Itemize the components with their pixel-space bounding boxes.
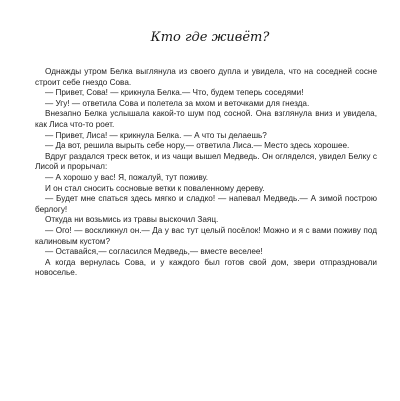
- paragraph: А когда вернулась Сова, и у каждого был готов свой дом, звери отпраздновали новоселье.: [35, 257, 377, 278]
- paragraph: И он стал сносить сосновые ветки к поваленному дереву.: [45, 183, 265, 193]
- paragraph: — Да вот, решила вырыть себе нору,— ответила Лиса.— Место здесь хорошее.: [45, 141, 350, 151]
- paragraph: — Угу! — ответила Сова и полетела за мхом и веточками для гнезда.: [45, 98, 310, 108]
- paragraph: — Ого! — воскликнул он.— Да у вас тут целый посёлок! Можно и я с вами поживу под калиновым кустом?: [35, 225, 377, 246]
- paragraph: — А хорошо у вас! Я, пожалуй, тут поживу.: [45, 172, 209, 182]
- paragraph: — Будет мне спаться здесь мягко и сладко! — напевал Медведь.— А зимой построю берлогу!: [35, 194, 377, 214]
- paragraph: Внезапно Белка услышала какой-то шум под сосной. Она взглянула вниз и увидела, как Лиса что-то роет.: [35, 109, 377, 129]
- paragraph: Однажды утром Белка выглянула из своего дупла и увидела, что на соседней сосне строит себе гнездо Сова.: [35, 67, 377, 87]
- paragraph: — Привет, Сова! — крикнула Белка.— Что, будем теперь соседями!: [45, 88, 304, 98]
- paragraph: — Привет, Лиса! — крикнула Белка. — А что ты делаешь?: [45, 130, 267, 140]
- story-title: Кто где живёт?: [150, 30, 270, 45]
- paragraph: Вдруг раздался треск веток, и из чащи вышел Медведь. Он огляделся, увидел Белку с Лисой и прорычал:: [35, 151, 377, 172]
- story-text: [35, 67, 377, 279]
- paragraph: Откуда ни возьмись из травы выскочил Заяц.: [45, 215, 219, 225]
- paragraph: — Оставайся,— согласился Медведь,— вместе веселее!: [45, 247, 263, 257]
